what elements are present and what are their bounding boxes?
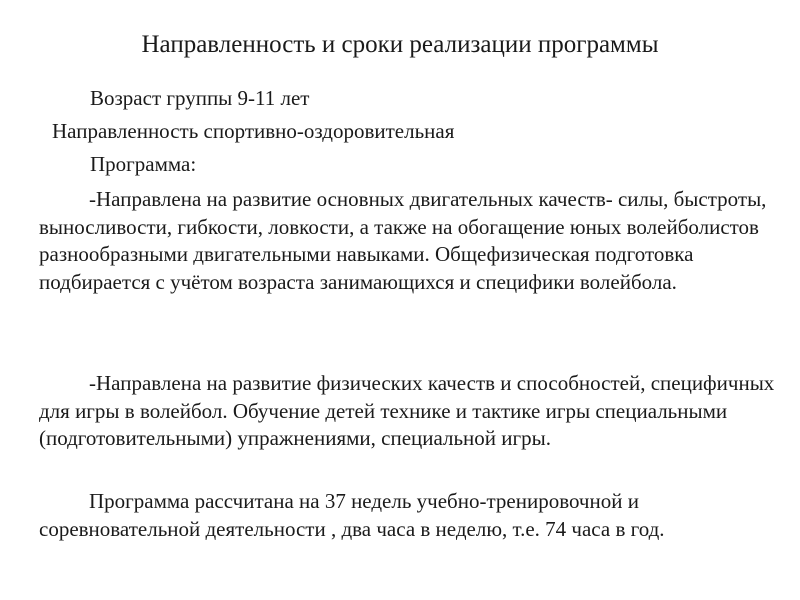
program-paragraph-1: -Направлена на развитие основных двигательных качеств- силы, быстроты, выносливости, гибкости, ловкости, а также на обогащение юных волейболистов разнообразными двигательными навыками. Общефизическая подготовка подбирается с учётом возраста занимающихся и специфики волейбола. bbox=[39, 187, 767, 294]
direction-text: Направленность спортивно-оздоровительная bbox=[52, 119, 455, 143]
program-paragraph-2: -Направлена на развитие физических качеств и способностей, специфичных для игры в волейбол. Обучение детей технике и тактике игры специальными (подготовительными) упражнениями, специальной игры. bbox=[39, 371, 775, 450]
program-label: Программа: bbox=[90, 152, 197, 176]
program-paragraph-3: Программа рассчитана на 37 недель учебно-тренировочной и соревновательной деятельности , два часа в неделю, т.е. 74 часа в год. bbox=[39, 489, 665, 541]
slide-title: Направленность и сроки реализации программы bbox=[141, 31, 659, 58]
age-group-text: Возраст группы 9-11 лет bbox=[90, 86, 310, 110]
